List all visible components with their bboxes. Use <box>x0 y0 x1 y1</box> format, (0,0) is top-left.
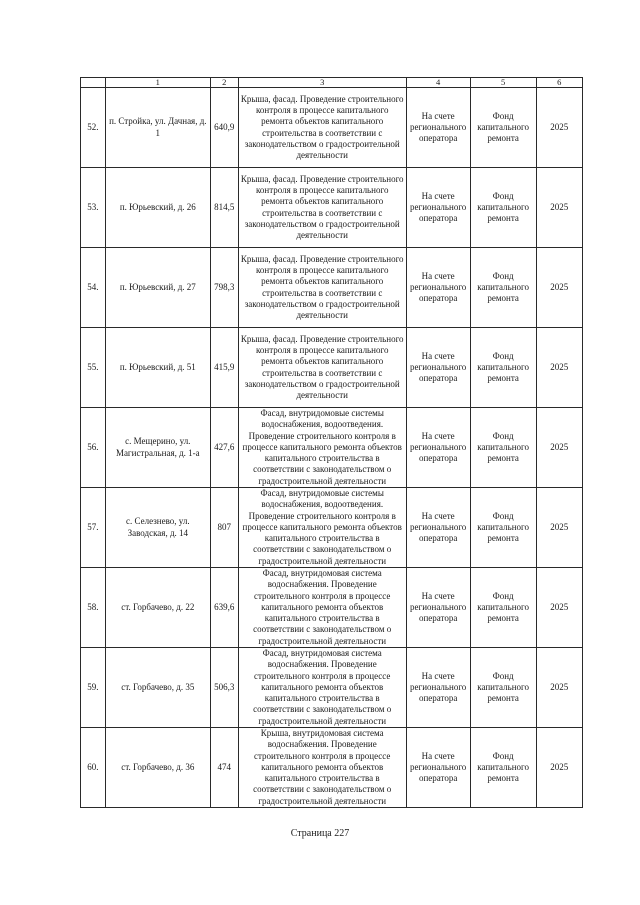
area-cell: 506,3 <box>210 648 238 728</box>
fund-account-cell: На счете регионального оператора <box>406 328 470 408</box>
table-row <box>81 568 583 648</box>
year-cell: 2025 <box>536 248 582 328</box>
year-cell: 2025 <box>536 568 582 648</box>
funding-source-cell: Фонд капитального ремонта <box>470 728 536 808</box>
table-row <box>81 728 583 808</box>
column-number-cell: 2 <box>210 78 238 88</box>
fund-account-cell: На счете регионального оператора <box>406 408 470 488</box>
area-cell: 427,6 <box>210 408 238 488</box>
fund-account-cell: На счете регионального оператора <box>406 648 470 728</box>
works-description-cell: Крыша, внутридомовая система водоснабжения. Проведение строительного контроля в процессе капитального ремонта объектов капитального строительства в соответствии с законодательством о градостроительной деятельности <box>238 728 406 808</box>
area-cell: 807 <box>210 488 238 568</box>
table-row <box>81 248 583 328</box>
address-cell: ст. Горбачево, д. 36 <box>105 728 210 808</box>
funding-source-cell: Фонд капитального ремонта <box>470 168 536 248</box>
page-number: Страница 227 <box>290 828 350 839</box>
area-cell: 474 <box>210 728 238 808</box>
address-cell: п. Стройка, ул. Дачная, д. 1 <box>105 88 210 168</box>
works-description-cell: Крыша, фасад. Проведение строительного контроля в процессе капитального ремонта объектов капитального строительства в соответствии с законодательством о градостроительной деятельности <box>238 248 406 328</box>
fund-account-cell: На счете регионального оператора <box>406 568 470 648</box>
row-number-cell: 54. <box>81 248 106 328</box>
works-description-cell: Крыша, фасад. Проведение строительного контроля в процессе капитального ремонта объектов капитального строительства в соответствии с законодательством о градостроительной деятельности <box>238 328 406 408</box>
funding-source-cell: Фонд капитального ремонта <box>470 88 536 168</box>
row-number-cell: 53. <box>81 168 106 248</box>
row-number-cell: 55. <box>81 328 106 408</box>
year-cell: 2025 <box>536 328 582 408</box>
column-number-cell <box>81 78 106 88</box>
year-cell: 2025 <box>536 648 582 728</box>
address-cell: с. Селезнево, ул. Заводская, д. 14 <box>105 488 210 568</box>
fund-account-cell: На счете регионального оператора <box>406 168 470 248</box>
area-cell: 814,5 <box>210 168 238 248</box>
funding-source-cell: Фонд капитального ремонта <box>470 328 536 408</box>
funding-source-cell: Фонд капитального ремонта <box>470 408 536 488</box>
year-cell: 2025 <box>536 488 582 568</box>
column-number-cell: 1 <box>105 78 210 88</box>
works-description-cell: Крыша, фасад. Проведение строительного контроля в процессе капитального ремонта объектов капитального строительства в соответствии с законодательством о градостроительной деятельности <box>238 168 406 248</box>
row-number-cell: 56. <box>81 408 106 488</box>
row-number-cell: 60. <box>81 728 106 808</box>
area-cell: 640,9 <box>210 88 238 168</box>
column-number-row <box>81 78 583 88</box>
table-row <box>81 88 583 168</box>
table-row <box>81 328 583 408</box>
row-number-cell: 58. <box>81 568 106 648</box>
address-cell: п. Юрьевский, д. 27 <box>105 248 210 328</box>
area-cell: 415,9 <box>210 328 238 408</box>
address-cell: ст. Горбачево, д. 35 <box>105 648 210 728</box>
table-row <box>81 408 583 488</box>
works-description-cell: Фасад, внутридомовая система водоснабжения. Проведение строительного контроля в процессе капитального ремонта объектов капитального строительства в соответствии с законодательством о градостроительной деятельности <box>238 648 406 728</box>
address-cell: с. Мещерино, ул. Магистральная, д. 1-а <box>105 408 210 488</box>
row-number-cell: 59. <box>81 648 106 728</box>
funding-source-cell: Фонд капитального ремонта <box>470 248 536 328</box>
works-description-cell: Фасад, внутридомовые системы водоснабжения, водоотведения. Проведение строительного контроля в процессе капитального ремонта объектов капитального строительства в соответствии с законодательством о градостроительной деятельности <box>238 488 406 568</box>
column-number-cell: 6 <box>536 78 582 88</box>
funding-source-cell: Фонд капитального ремонта <box>470 568 536 648</box>
works-description-cell: Фасад, внутридомовые системы водоснабжения, водоотведения. Проведение строительного контроля в процессе капитального ремонта объектов капитального строительства в соответствии с законодательством о градостроительной деятельности <box>238 408 406 488</box>
column-number-cell: 4 <box>406 78 470 88</box>
row-number-cell: 52. <box>81 88 106 168</box>
fund-account-cell: На счете регионального оператора <box>406 728 470 808</box>
address-cell: п. Юрьевский, д. 51 <box>105 328 210 408</box>
fund-account-cell: На счете регионального оператора <box>406 488 470 568</box>
column-number-cell: 3 <box>238 78 406 88</box>
address-cell: ст. Горбачево, д. 22 <box>105 568 210 648</box>
works-description-cell: Фасад, внутридомовая система водоснабжения. Проведение строительного контроля в процессе капитального ремонта объектов капитального строительства в соответствии с законодательством о градостроительной деятельности <box>238 568 406 648</box>
repair-program-table <box>80 77 583 808</box>
table-row <box>81 648 583 728</box>
funding-source-cell: Фонд капитального ремонта <box>470 648 536 728</box>
year-cell: 2025 <box>536 408 582 488</box>
fund-account-cell: На счете регионального оператора <box>406 248 470 328</box>
area-cell: 798,3 <box>210 248 238 328</box>
table-row <box>81 168 583 248</box>
area-cell: 639,6 <box>210 568 238 648</box>
year-cell: 2025 <box>536 728 582 808</box>
fund-account-cell: На счете регионального оператора <box>406 88 470 168</box>
row-number-cell: 57. <box>81 488 106 568</box>
year-cell: 2025 <box>536 168 582 248</box>
column-number-cell: 5 <box>470 78 536 88</box>
table-row <box>81 488 583 568</box>
year-cell: 2025 <box>536 88 582 168</box>
funding-source-cell: Фонд капитального ремонта <box>470 488 536 568</box>
works-description-cell: Крыша, фасад. Проведение строительного контроля в процессе капитального ремонта объектов капитального строительства в соответствии с законодательством о градостроительной деятельности <box>238 88 406 168</box>
address-cell: п. Юрьевский, д. 26 <box>105 168 210 248</box>
